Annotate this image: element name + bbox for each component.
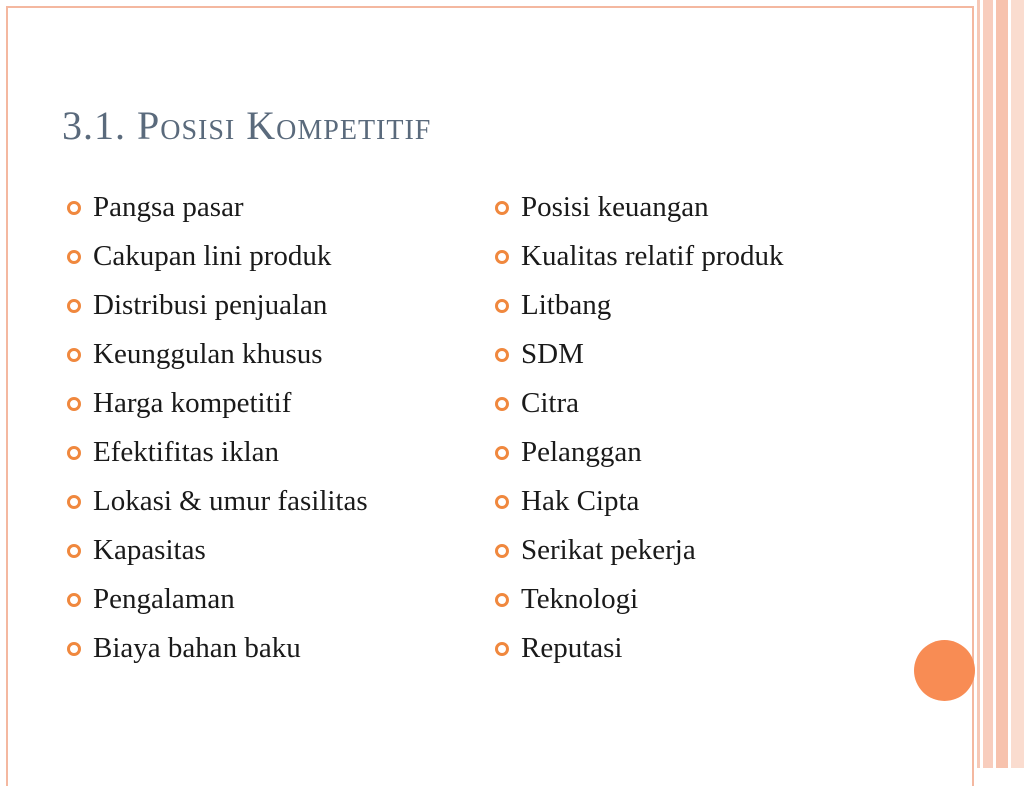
bullet-ring-icon: [495, 397, 509, 411]
bullet-ring-icon: [67, 201, 81, 215]
right-bullet-list: [492, 188, 792, 678]
list-item: [64, 237, 464, 275]
list-item-text: Biaya bahan baku: [93, 632, 301, 664]
decorative-stripe: [996, 0, 1008, 768]
bullet-ring-icon: [67, 299, 81, 313]
bullet-ring-icon: [495, 250, 509, 264]
bullet-ring-icon: [495, 642, 509, 656]
list-item-text: Kapasitas: [93, 534, 206, 566]
bullet-ring-icon: [67, 348, 81, 362]
list-item: [64, 531, 464, 569]
list-item: [64, 335, 464, 373]
list-item: [64, 482, 373, 520]
bullet-ring-icon: [495, 348, 509, 362]
list-item-text: Lokasi & umur fasilitas: [93, 485, 368, 517]
list-item: [64, 384, 464, 422]
list-item: [492, 286, 792, 324]
list-item-text: Reputasi: [521, 632, 623, 664]
list-item-text: Pelanggan: [521, 436, 642, 468]
list-item: [64, 433, 464, 471]
bullet-ring-icon: [495, 544, 509, 558]
list-item: [492, 629, 792, 667]
list-item: [492, 580, 792, 618]
list-item-text: Pengalaman: [93, 583, 235, 615]
bullet-ring-icon: [67, 495, 81, 509]
list-item-text: Cakupan lini produk: [93, 240, 332, 272]
slide-title: 3.1. Posisi Kompetitif: [62, 103, 432, 148]
list-item-text: Hak Cipta: [521, 485, 640, 517]
list-item-text: Harga kompetitif: [93, 387, 292, 419]
list-item-text: SDM: [521, 338, 584, 370]
list-item: [64, 580, 464, 618]
list-item-text: Kualitas relatif produk: [521, 240, 784, 272]
list-item: [492, 188, 792, 226]
list-item-text: Citra: [521, 387, 579, 419]
bullet-ring-icon: [495, 201, 509, 215]
list-item-text: Distribusi penjualan: [93, 289, 328, 321]
list-item: [492, 384, 792, 422]
list-item: [64, 629, 464, 667]
list-item: [492, 335, 792, 373]
list-item-text: Efektifitas iklan: [93, 436, 280, 468]
decorative-stripe: [983, 0, 993, 768]
bullet-ring-icon: [67, 544, 81, 558]
decorative-circle: [914, 640, 975, 701]
list-item: [492, 433, 792, 471]
decorative-stripe: [977, 0, 980, 768]
list-item-text: Pangsa pasar: [93, 191, 244, 223]
list-item-text: Litbang: [521, 289, 612, 321]
bullet-ring-icon: [67, 446, 81, 460]
bullet-ring-icon: [495, 299, 509, 313]
bullet-ring-icon: [67, 642, 81, 656]
left-bullet-list: [64, 188, 464, 678]
list-item-text: Posisi keuangan: [521, 191, 709, 223]
list-item: [492, 531, 792, 569]
bullet-ring-icon: [495, 446, 509, 460]
bullet-ring-icon: [67, 397, 81, 411]
bullet-ring-icon: [67, 593, 81, 607]
list-item-text: Serikat pekerja: [521, 534, 696, 566]
list-item-text: Keunggulan khusus: [93, 338, 323, 370]
bullet-ring-icon: [495, 593, 509, 607]
bullet-ring-icon: [495, 495, 509, 509]
decorative-stripe: [1011, 0, 1024, 768]
list-item: [492, 482, 792, 520]
list-item: [492, 237, 791, 275]
list-item-text: Teknologi: [521, 583, 639, 615]
list-item: [64, 286, 464, 324]
bullet-ring-icon: [67, 250, 81, 264]
list-item: [64, 188, 464, 226]
